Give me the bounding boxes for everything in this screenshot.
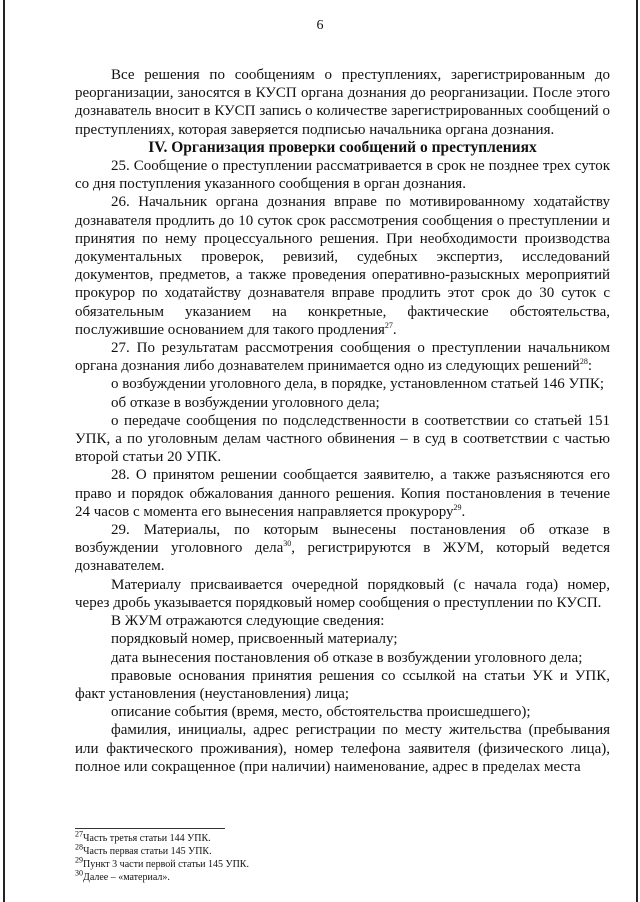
footnote-text: Часть третья статьи 144 УПК.	[83, 833, 211, 844]
footnote-ref-28: 28	[579, 357, 588, 367]
document-body	[75, 66, 610, 776]
paragraph-material-number: Материалу присваивается очередной порядковый (с начала года) номер, через дробь указывается порядковый номер сообщения о преступлении по КУСП.	[75, 576, 610, 611]
page-number: 6	[316, 18, 324, 33]
jum-item-number: порядковый номер, присвоенный материалу;	[111, 631, 398, 648]
footnote-ref-30: 30	[283, 539, 292, 549]
paragraph-26	[75, 193, 610, 339]
footnote-27	[75, 829, 475, 845]
jum-item-date: дата вынесения постановления об отказе в возбуждении уголовного дела;	[111, 649, 583, 666]
paragraph-25: 25. Сообщение о преступлении рассматривается в срок не позднее трех суток со дня поступления указанного сообщения в орган дознания.	[75, 158, 610, 193]
paragraph-29-text: 29. Материалы, по которым вынесены постановления об отказе в возбуждении уголовного дела	[75, 522, 610, 557]
footnote-number: 30	[75, 868, 83, 878]
jum-item-legal-grounds: правовые основания принятия решения со ссылкой на статьи УК и УПК, факт установления (неустановления) лица;	[75, 667, 610, 702]
decision-item-initiate: о возбуждении уголовного дела, в порядке, установленном статьей 146 УПК;	[111, 376, 605, 393]
paragraph-jum-intro: В ЖУМ отражаются следующие сведения:	[111, 613, 385, 630]
footnote-text: Пункт 3 части первой статьи 145 УПК.	[83, 859, 249, 870]
paragraph-28	[75, 466, 610, 521]
paragraph-29-end: , регистрируются в ЖУМ, который ведется дознавателем.	[75, 540, 610, 575]
paragraph-29	[75, 521, 610, 576]
footnote-text: Далее – «материал».	[83, 872, 170, 883]
scan-left-edge	[3, 0, 5, 902]
footnote-separator	[75, 828, 225, 829]
footnote-ref-29: 29	[453, 502, 462, 512]
footnotes	[75, 829, 475, 884]
paragraph-27	[75, 339, 610, 375]
paragraph-26-end: .	[392, 321, 397, 338]
footnote-28	[75, 842, 475, 858]
footnote-number: 29	[75, 855, 83, 865]
footnote-29	[75, 855, 475, 871]
footnote-ref-27: 27	[384, 320, 393, 330]
paragraph-28-end: .	[461, 503, 466, 520]
footnote-number: 27	[75, 829, 83, 839]
jum-item-applicant: фамилия, инициалы, адрес регистрации по месту жительства (пребывания или фактического проживания), номер телефона заявителя (физического лица), полное или сокращенное (при наличии) наименование, адрес в пределах места	[75, 722, 610, 775]
paragraph-reorganization: Все решения по сообщениям о преступлениях, зарегистрированным до реорганизации, заносятся в КУСП органа дознания до реорганизации. После этого дознаватель вносит в КУСП запись о количестве зарегистрированных сообщений о преступлениях, которая заверяется подписью начальника органа дознания.	[75, 67, 610, 138]
paragraph-26-text: 26. Начальник органа дознания вправе по мотивированному ходатайству дознавателя продлить до 10 суток срок рассмотрения сообщения о преступлении и принятия по нему процессуального решения. При необходимости производства документальных проверок, ревизий, судебных экспертиз, исследований документов, предметов, а также проведения оперативно-разыскных мероприятий прокурор по ходатайству дознавателя вправе продлить этот срок до 30 суток с обязательным указанием на конкретные, фактические обстоятельства, послужившие основанием для такого продления	[75, 194, 610, 338]
footnote-text: Часть первая статьи 145 УПК.	[83, 846, 212, 857]
decision-item-refuse: об отказе в возбуждении уголовного дела;	[111, 394, 380, 411]
scan-right-edge	[636, 0, 638, 902]
paragraph-27-end: :	[587, 358, 593, 375]
footnote-number: 28	[75, 842, 83, 852]
jum-item-event: описание события (время, место, обстоятельства происшедшего);	[111, 704, 531, 721]
footnote-30	[75, 868, 475, 884]
decision-item-transfer: о передаче сообщения по подследственности в соответствии со статьей 151 УПК, а по уголовным делам частного обвинения – в суд в соответствии с частью второй статьи 20 УПК.	[75, 412, 610, 466]
paragraph-28-text: 28. О принятом решении сообщается заявителю, а также разъясняются его право и порядок обжалования данного решения. Копия постановления в течение 24 часов с момента его вынесения направляется прокурору	[75, 467, 610, 520]
paragraph-27-text: 27. По результатам рассмотрения сообщения о преступлении начальником органа дознания либо дознавателем принимается одно из следующих решений	[75, 340, 610, 375]
section-heading: IV. Организация проверки сообщений о преступлениях	[148, 138, 537, 156]
